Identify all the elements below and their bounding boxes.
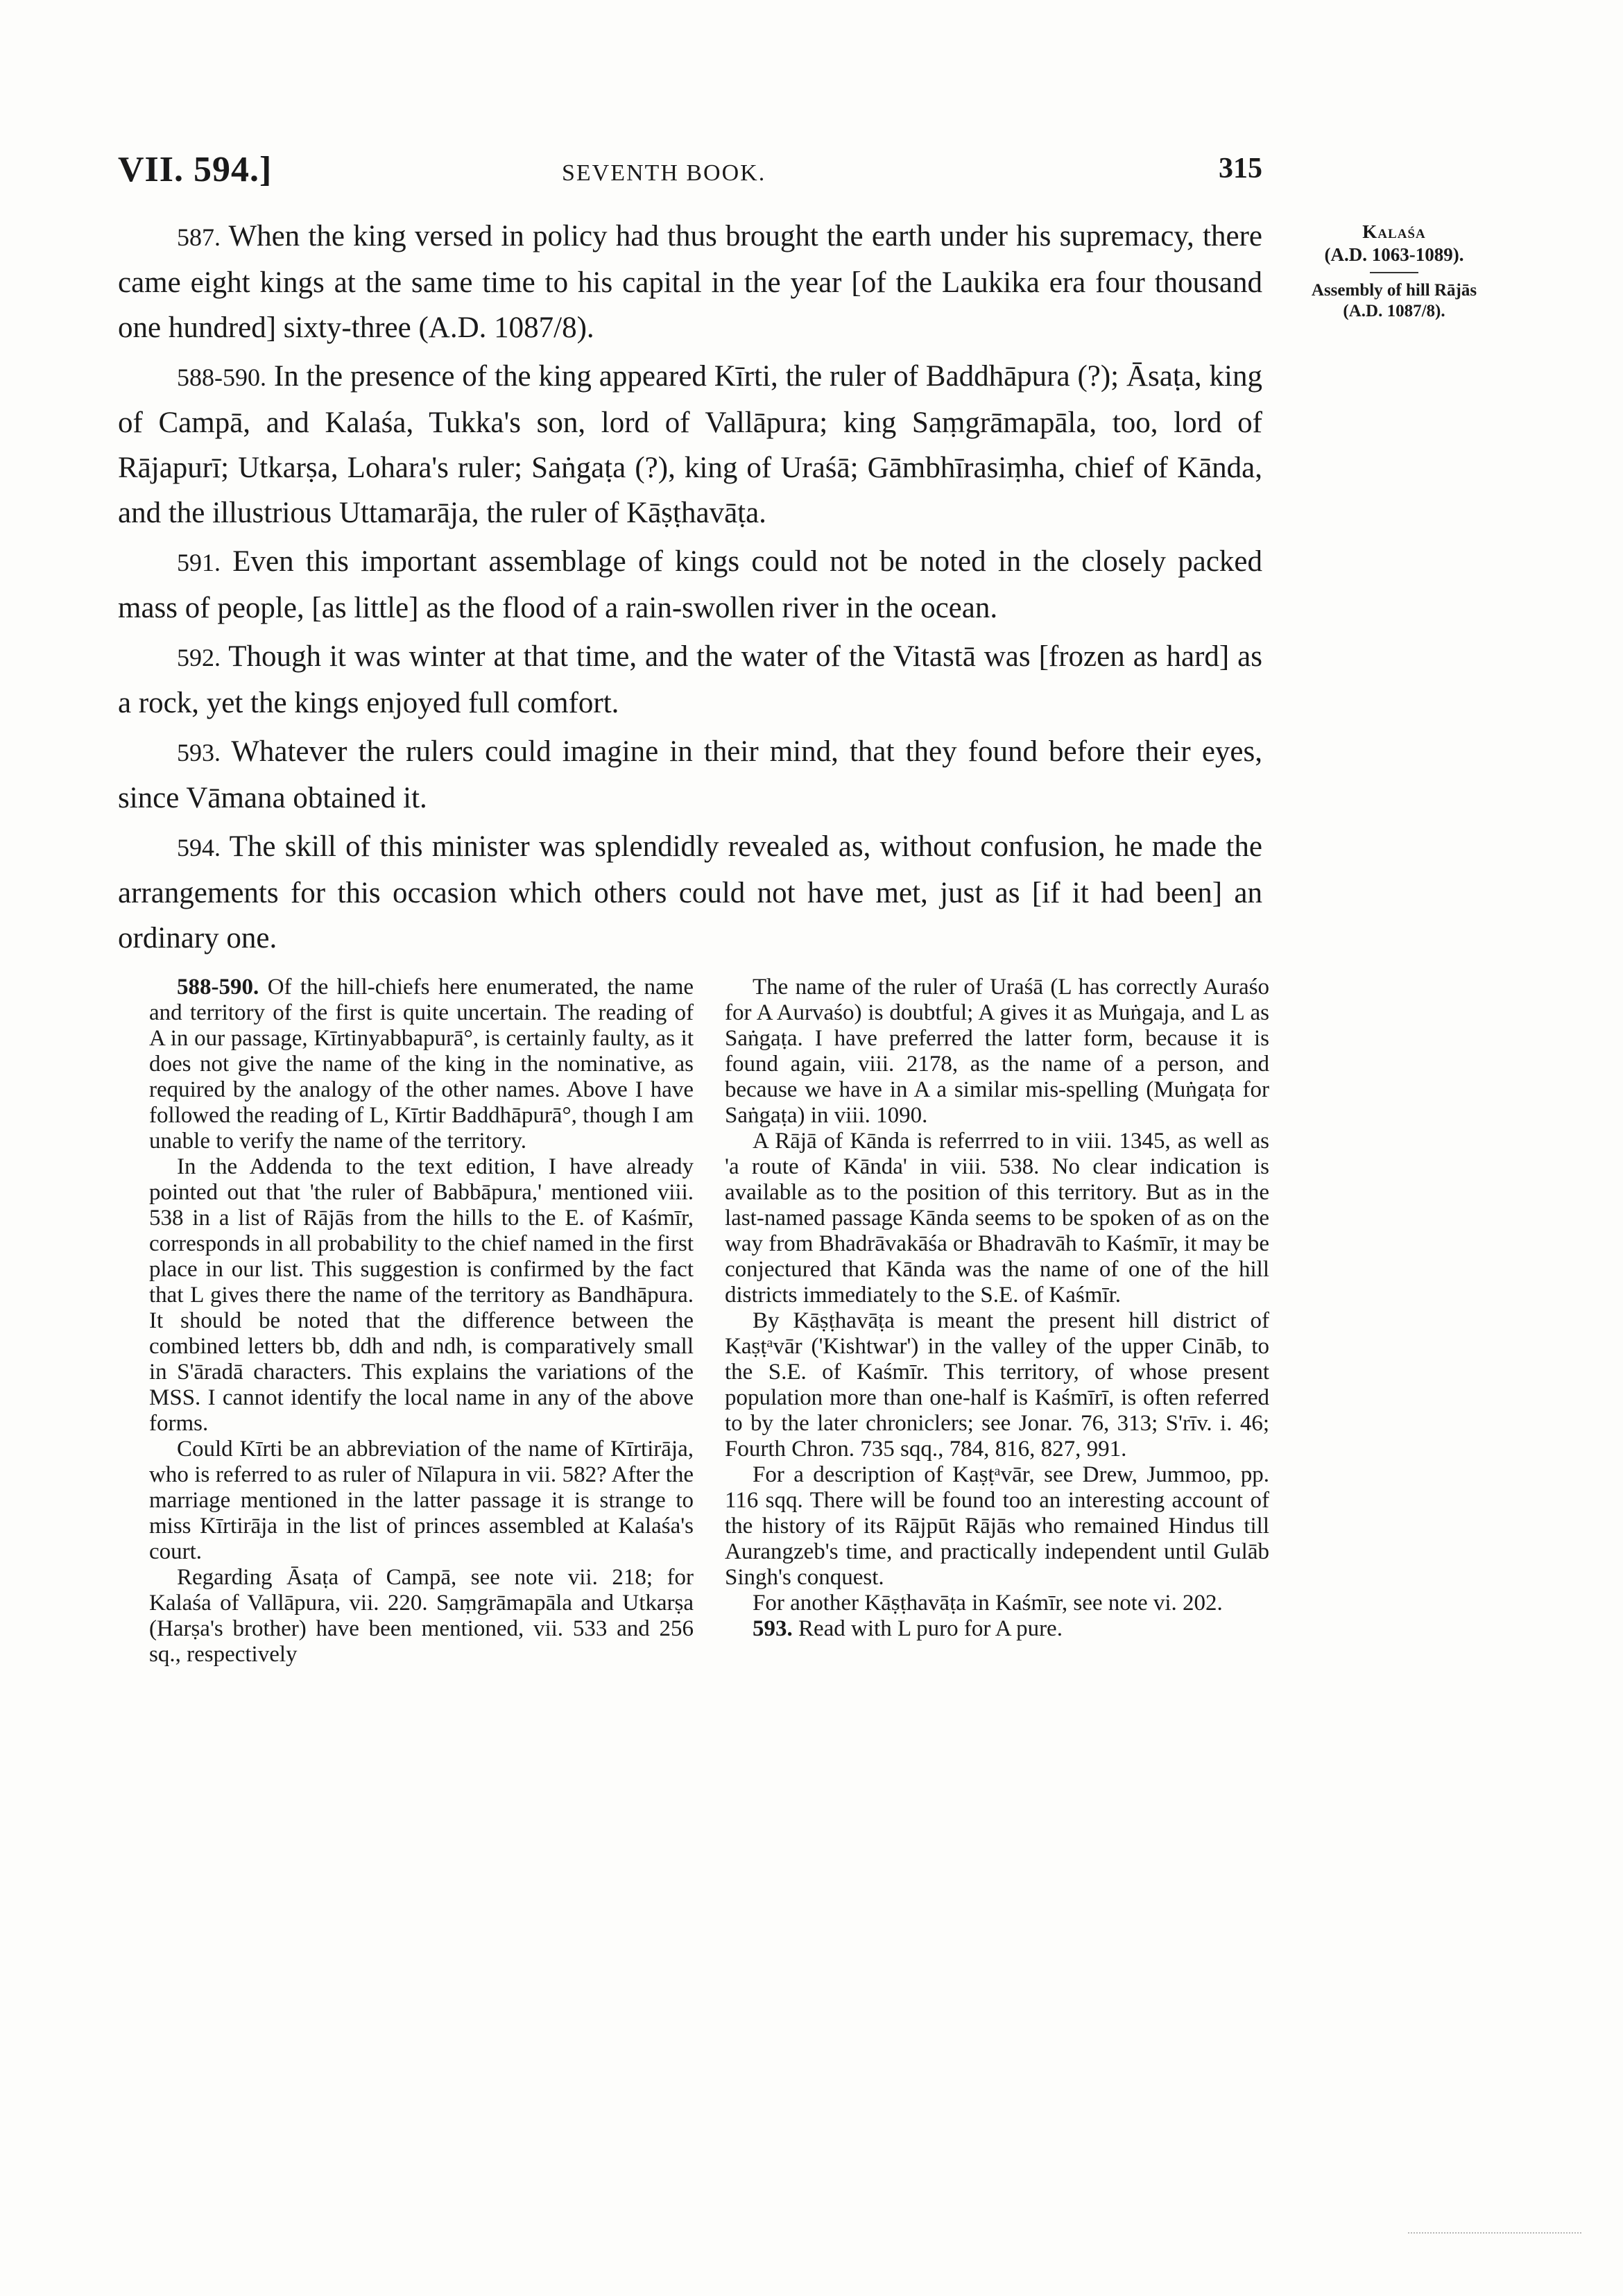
margin-note-title: Kalaśa (1362, 221, 1426, 242)
note-paragraph: The name of the ruler of Uraśā (L has correctly Auraśo for A Aurvaśo) is doubtful; A gives it as Muṅgaja, and L as Saṅgaṭa. I have preferred the latter form, because it is found again, viii. 2178, as the name of a person, and because we have in A a similar mis-spelling (Muṅgaṭa for Saṅgaṭa) in viii. 1090. (725, 975, 1269, 1128)
note-paragraph: A Rājā of Kānda is referrred to in viii. 1345, as well as 'a route of Kānda' in viii. 538. No clear indication is available as to the position of this territory. But as in the last-named passage Kānda seems to be spoken of as on the way from Bhadrāvakāśa or Bhadravāh to Kaśmīr, it may be conjectured that Kānda was the name of one of the hill districts immediately to the S.E. of Kaśmīr. (725, 1129, 1269, 1308)
note-paragraph: For another Kāṣṭhavāṭa in Kaśmīr, see note vi. 202. (753, 1591, 1223, 1616)
verse-text: Though it was winter at that time, and the water of the Vitastā was [frozen as hard] as a rock, yet the kings enjoyed full comfort. (118, 640, 1262, 719)
footnotes-left-column (149, 975, 694, 1668)
note-text: Read with L puro for A pure. (798, 1616, 1063, 1641)
note-paragraph: For a description of Kaṣṭᵃvār, see Drew, Jummoo, pp. 116 sqq. There will be found too an interesting account of the history of its Rājpūt Rājās who remained Hindus till Aurangzeb's time, and practically independent until Gulāb Singh's conquest. (725, 1462, 1269, 1590)
verse-591 (118, 539, 1262, 631)
verse-text: In the presence of the king appeared Kīrti, the ruler of Baddhāpura (?); Āsaṭa, king of Campā, and Kalaśa, Tukka's son, lord of Vallāpura; king Saṃgrāmapāla, too, lord of Rājapurī; Utkarṣa, Lohara's ruler; Saṅgaṭa (?), king of Uraśā; Gāmbhīrasiṃha, chief of Kānda, and the illustrious Uttamarāja, the ruler of Kāṣṭhavāṭa. (118, 360, 1262, 529)
margin-note-divider (1370, 272, 1418, 273)
verse-text: When the king versed in policy had thus brought the earth under his supremacy, there came eight kings at the same time to his capital in the year [of the Laukika era four thousand one hundred] sixty-three (A.D. 1087/8). (118, 220, 1262, 344)
note-number: 593. (753, 1616, 793, 1641)
verse-text: Whatever the rulers could imagine in their mind, that they found before their eyes, since Vāmana obtained it. (118, 735, 1262, 814)
verse-592 (118, 634, 1262, 726)
verse-text: Even this important assemblage of kings could not be noted in the closely packed mass of people, [as little] as the flood of a rain-swollen river in the ocean. (118, 545, 1262, 624)
verse-number: 594. (177, 834, 221, 862)
book-title: SEVENTH BOOK. (562, 160, 766, 186)
note-paragraph (149, 975, 694, 1154)
page-number: 315 (1219, 153, 1262, 185)
verse-number: 591. (177, 549, 221, 576)
section-reference: VII. 594.] (118, 150, 273, 189)
verse-587 (118, 214, 1262, 350)
verse-number: 592. (177, 644, 221, 671)
running-head (118, 149, 1262, 198)
verse-594 (118, 824, 1262, 961)
margin-note (1269, 221, 1519, 322)
note-paragraph: In the Addenda to the text edition, I have already pointed out that 'the ruler of Babbāpura,' mentioned viii. 538 in a list of Rājās from the hills to the E. of Kaśmīr, corresponds in all probability to the chief named in the first place in our list. This suggestion is confirmed by the fact that L gives there the name of the territory as Bandhāpura. It should be noted that the difference between the combined letters bb, ddh and ndh, is comparatively small in S'āradā characters. This explains the variations of the MSS. I cannot identify the local name in any of the above forms. (149, 1154, 694, 1436)
verse-number: 588-590. (177, 363, 266, 391)
margin-note-date: (A.D. 1063-1089). (1324, 244, 1464, 265)
verse-number: 593. (177, 739, 221, 766)
verse-number: 587. (177, 223, 221, 251)
note-text: Of the hill-chiefs here enumerated, the name and territory of the first is quite uncertain. The reading of A in our passage, Kīrtinyabbapurā°, is certainly faulty, as it does not give the name of the king in the nominative, as required by the analogy of the other names. Above I have followed the reading of L, Kīrtir Baddhāpurā°, though I am unable to verify the name of the territory. (149, 975, 694, 1154)
note-paragraph: Could Kīrti be an abbreviation of the name of Kīrtirāja, who is referred to as ruler of Nīlapura in vii. 582? After the marriage mentioned in the latter passage it is strange to miss Kīrtirāja in the list of princes assembled at Kalaśa's court. (149, 1437, 694, 1564)
verse-593 (118, 729, 1262, 821)
main-translation-text (118, 214, 1262, 964)
verse-588-590 (118, 354, 1262, 536)
note-paragraph: By Kāṣṭhavāṭa is meant the present hill district of Kaṣṭᵃvār ('Kishtwar') in the valley of the upper Cināb, to the S.E. of Kaśmīr. This territory, of whose present population more than one-half is Kaśmīrī, is often referred to by the later chroniclers; see Jonar. 76, 313; S'rīv. i. 46; Fourth Chron. 735 sqq., 784, 816, 827, 991. (725, 1308, 1269, 1462)
note-paragraph: Regarding Āsaṭa of Campā, see note vii. 218; for Kalaśa of Vallāpura, vii. 220. Saṃgrāmapāla and Utkarṣa (Harṣa's brother) have been mentioned, vii. 533 and 256 sq., respectively (149, 1565, 694, 1667)
footnotes-right-column (725, 975, 1269, 1642)
verse-text: The skill of this minister was splendidly revealed as, without confusion, he made the arrangements for this occasion which others could not have met, just as [if it had been] an ordinary one. (118, 830, 1262, 954)
note-number: 588-590. (177, 975, 259, 1000)
scan-artifact-line (1408, 2232, 1581, 2234)
margin-note-subtitle-date: (A.D. 1087/8). (1343, 302, 1445, 320)
note-paragraph (725, 1616, 1269, 1642)
margin-note-subtitle: Assembly of hill Rājās (1311, 281, 1477, 300)
